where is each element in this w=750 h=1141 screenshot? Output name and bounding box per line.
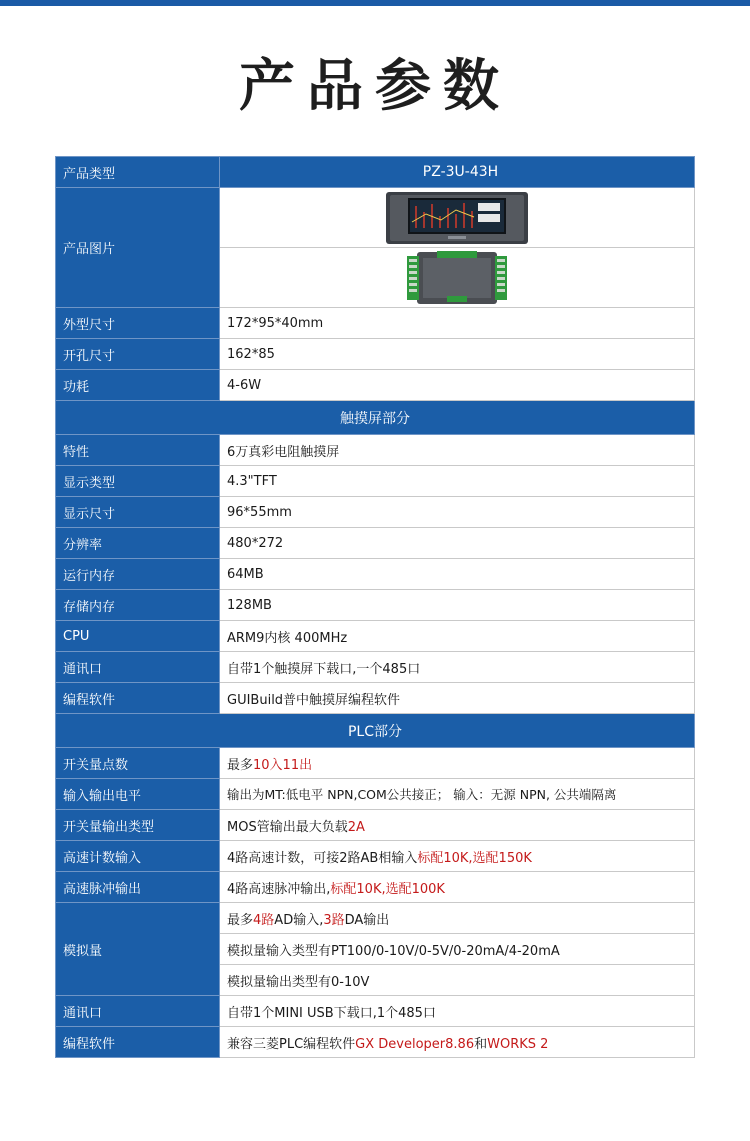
section-header-touch <box>56 401 695 435</box>
spec-label: 编程软件 <box>56 1027 220 1058</box>
spec-value: GUIBuild普中触摸屏编程软件 <box>220 683 695 714</box>
spec-label: 产品类型 <box>56 157 220 188</box>
spec-value <box>220 872 695 903</box>
spec-label: 运行内存 <box>56 559 220 590</box>
value-text: 最多 <box>227 757 254 773</box>
spec-label: 输入输出电平 <box>56 779 220 810</box>
section-header-plc <box>56 714 695 748</box>
table-row <box>56 683 695 714</box>
table-row <box>56 748 695 779</box>
spec-value: 6万真彩电阻触摸屏 <box>220 435 695 466</box>
product-image-front <box>220 188 695 248</box>
page-title: 产品参数 <box>239 54 511 119</box>
value-text: 4路高速计数，可接2路AB相输入 <box>227 850 418 866</box>
product-model: PZ-3U-43H <box>220 157 695 188</box>
value-highlight: GX Developer8.86 <box>355 1036 475 1052</box>
spec-label: 高速计数输入 <box>56 841 220 872</box>
value-highlight: WORKS 2 <box>487 1036 549 1052</box>
value-text: 和 <box>474 1036 488 1052</box>
table-row <box>56 339 695 370</box>
value-text: AD输入, <box>274 912 324 928</box>
spec-value: 自带1个MINI USB下载口,1个485口 <box>220 996 695 1027</box>
spec-label: 外型尺寸 <box>56 308 220 339</box>
spec-value: 输出为MT:低电平 NPN,COM公共接正； 输入：无源 NPN, 公共端隔离 <box>220 779 695 810</box>
table-row <box>56 590 695 621</box>
product-image-back <box>220 248 695 308</box>
table-row <box>56 810 695 841</box>
spec-value: 162*85 <box>220 339 695 370</box>
value-highlight: 标配10K,选配150K <box>417 850 532 866</box>
spec-value: 480*272 <box>220 528 695 559</box>
spec-value: 4-6W <box>220 370 695 401</box>
table-row <box>56 996 695 1027</box>
table-row <box>56 652 695 683</box>
spec-value <box>220 810 695 841</box>
spec-label: 特性 <box>56 435 220 466</box>
spec-value: 128MB <box>220 590 695 621</box>
value-text: 兼容三菱PLC编程软件 <box>227 1036 356 1052</box>
spec-label: 模拟量 <box>56 903 220 996</box>
spec-value <box>220 1027 695 1058</box>
spec-label: 编程软件 <box>56 683 220 714</box>
table-row <box>56 435 695 466</box>
table-row <box>56 466 695 497</box>
spec-label: 通讯口 <box>56 996 220 1027</box>
table-row <box>56 308 695 339</box>
spec-label: 高速脉冲输出 <box>56 872 220 903</box>
table-row <box>56 528 695 559</box>
spec-label: 开孔尺寸 <box>56 339 220 370</box>
spec-value: ARM9内核 400MHz <box>220 621 695 652</box>
hmi-front-image <box>386 192 528 244</box>
value-text: MOS管输出最大负载 <box>227 819 348 835</box>
table-row <box>56 903 695 934</box>
spec-value: 172*95*40mm <box>220 308 695 339</box>
spec-value: 4.3"TFT <box>220 466 695 497</box>
value-text: 4路高速脉冲输出, <box>227 881 331 897</box>
spec-table <box>55 156 695 1058</box>
value-text: 最多 <box>227 912 254 928</box>
plc-back-image <box>407 250 507 306</box>
spec-label: 开关量输出类型 <box>56 810 220 841</box>
value-highlight: 3路 <box>323 912 345 928</box>
spec-label: 通讯口 <box>56 652 220 683</box>
spec-value <box>220 841 695 872</box>
spec-value: 模拟量输入类型有PT100/0-10V/0-5V/0-20mA/4-20mA <box>220 934 695 965</box>
spec-label: 功耗 <box>56 370 220 401</box>
value-highlight: 10入11出 <box>253 757 313 773</box>
spec-value <box>220 748 695 779</box>
section-title: 触摸屏部分 <box>56 401 695 435</box>
spec-label: 显示类型 <box>56 466 220 497</box>
spec-label: 产品图片 <box>56 188 220 308</box>
table-row <box>56 841 695 872</box>
table-row <box>56 370 695 401</box>
table-row <box>56 188 695 248</box>
value-text: DA输出 <box>344 912 390 928</box>
table-row <box>56 1027 695 1058</box>
value-highlight: 4路 <box>253 912 275 928</box>
table-row <box>56 872 695 903</box>
spec-value: 64MB <box>220 559 695 590</box>
spec-value: 模拟量输出类型有0-10V <box>220 965 695 996</box>
value-highlight: 2A <box>347 819 365 835</box>
top-accent-bar <box>0 0 750 6</box>
table-row <box>56 779 695 810</box>
spec-value: 自带1个触摸屏下载口,一个485口 <box>220 652 695 683</box>
spec-label: CPU <box>56 621 220 652</box>
spec-label: 开关量点数 <box>56 748 220 779</box>
spec-label: 显示尺寸 <box>56 497 220 528</box>
table-row <box>56 157 695 188</box>
table-row <box>56 497 695 528</box>
table-row <box>56 559 695 590</box>
spec-label: 分辨率 <box>56 528 220 559</box>
table-row <box>56 621 695 652</box>
spec-label: 存储内存 <box>56 590 220 621</box>
spec-value <box>220 903 695 934</box>
spec-value: 96*55mm <box>220 497 695 528</box>
value-highlight: 标配10K,选配100K <box>330 881 445 897</box>
section-title: PLC部分 <box>56 714 695 748</box>
